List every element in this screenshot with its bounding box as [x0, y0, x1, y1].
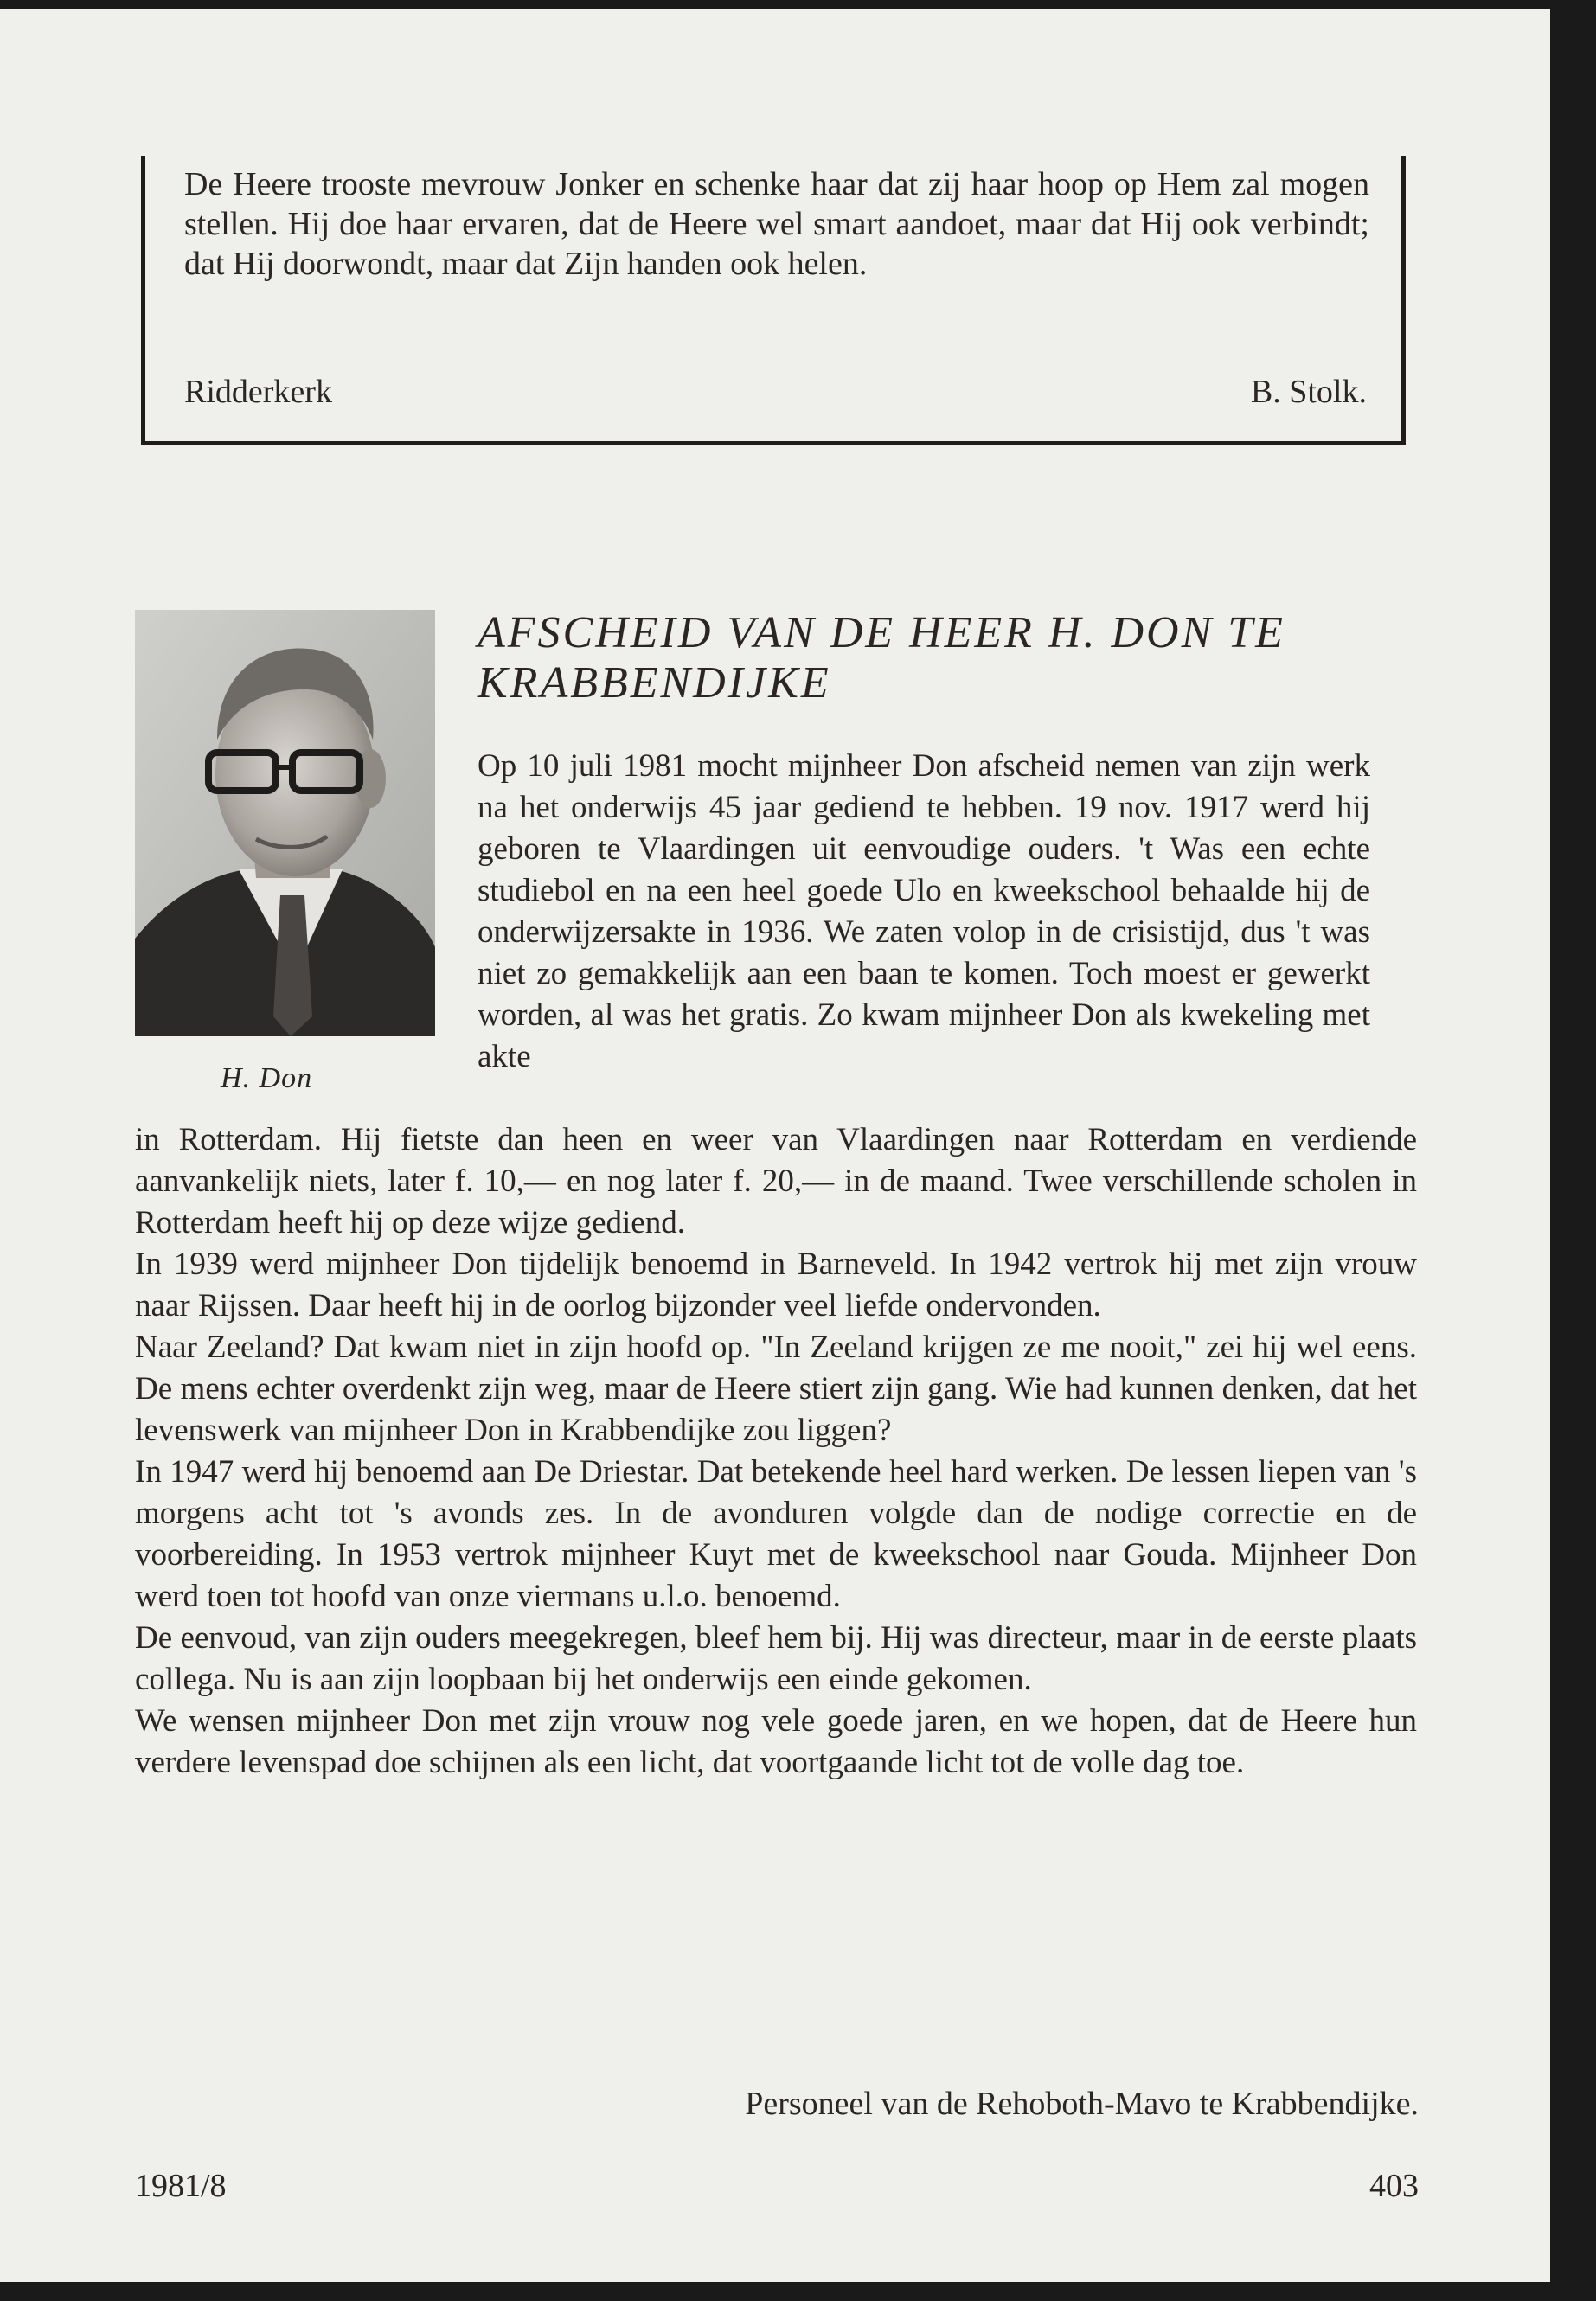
document-page — [0, 9, 1550, 2282]
article-intro-column — [478, 746, 1370, 1078]
photo-caption: H. Don — [221, 1062, 313, 1094]
page-number: 403 — [1369, 2168, 1419, 2204]
condolence-notice-box — [141, 156, 1406, 445]
notice-text: De Heere trooste mevrouw Jonker en schenke haar dat zij haar hoop op Hem zal mogen stellen. Hij doe haar ervaren, dat de Heere wel smart aandoet, maar dat Hij ook verbindt; dat Hij doorwondt, maar dat Zijn handen ook helen. — [184, 166, 1369, 282]
portrait-image — [135, 610, 435, 1036]
body-paragraph-4: In 1947 werd hij benoemd aan De Driestar. Dat betekende heel hard werken. De lessen liepen van 's morgens acht tot 's avonds zes. In de avonduren volgde dan de nodige correctie en de voorbereiding. In 1953 vertrok mijnheer Kuyt met de kweekschool naar Gouda. Mijnheer Don werd toen tot hoofd van onze viermans u.l.o. benoemd. — [135, 1454, 1417, 1614]
notice-place: Ridderkerk — [184, 374, 332, 410]
body-paragraph-5: De eenvoud, van zijn ouders meegekregen, bleef hem bij. Hij was directeur, maar in de eerste plaats collega. Nu is aan zijn loopbaan bij het onderwijs een einde gekomen. — [135, 1620, 1417, 1697]
article-signature: Personeel van de Rehoboth-Mavo te Krabbendijke. — [745, 2086, 1419, 2122]
body-paragraph-6: We wensen mijnheer Don met zijn vrouw nog vele goede jaren, en we hopen, dat de Heere hun verdere levenspad doe schijnen als een licht, dat voortgaande licht tot de volle dag toe. — [135, 1703, 1417, 1780]
footer-issue: 1981/8 — [135, 2168, 227, 2204]
notice-signature: B. Stolk. — [1250, 374, 1367, 410]
body-paragraph-2: In 1939 werd mijnheer Don tijdelijk benoemd in Barneveld. In 1942 vertrok hij met zijn vrouw naar Rijssen. Daar heeft hij in de oorlog bijzonder veel liefde ondervonden. — [135, 1247, 1417, 1324]
intro-paragraph: Op 10 juli 1981 mocht mijnheer Don afscheid nemen van zijn werk na het onderwijs 45 jaar gediend te hebben. 19 nov. 1917 werd hij geboren te Vlaardingen uit eenvoudige ouders. 't Was een echte studiebol en na een heel goede Ulo en kweekschool behaalde hij de onderwijzersakte in 1936. We zaten volop in de crisistijd, dus 't was niet zo gemakkelijk aan een baan te komen. Toch moest er gewerkt worden, al was het gratis. Zo kwam mijnheer Don als kwekeling met akte — [478, 748, 1370, 1074]
body-paragraph-1: in Rotterdam. Hij fietste dan heen en weer van Vlaardingen naar Rotterdam en verdiende aanvankelijk niets, later f. 10,— en nog later f. 20,— in de maand. Twee verschillende scholen in Rotterdam heeft hij op deze wijze gediend. — [135, 1122, 1417, 1240]
portrait-photo — [135, 610, 435, 1036]
body-paragraph-3: Naar Zeeland? Dat kwam niet in zijn hoofd op. "In Zeeland krijgen ze me nooit," zei hij wel eens. De mens echter overdenkt zijn weg, maar de Heere stiert zijn gang. Wie had kunnen denken, dat het levenswerk van mijnheer Don in Krabbendijke zou liggen? — [135, 1330, 1417, 1448]
article-title: AFSCHEID VAN DE HEER H. DON TE KRABBENDIJKE — [478, 608, 1285, 708]
article-body — [135, 1119, 1417, 1784]
